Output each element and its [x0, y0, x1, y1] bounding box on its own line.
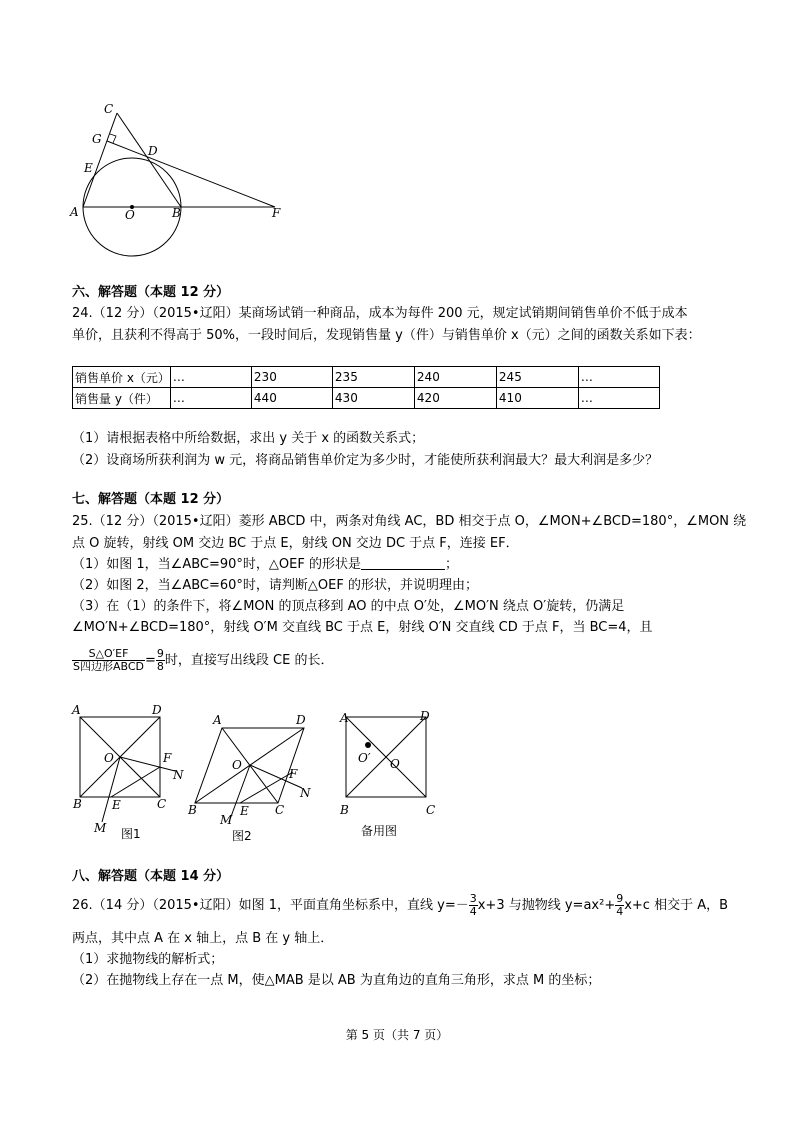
fraction-nine-quarters	[615, 893, 624, 918]
figure-2	[186, 708, 322, 848]
page-footer: 第 5 页（共 7 页）	[345, 1028, 449, 1042]
fraction-denominator: S四边形ABCD	[73, 660, 145, 673]
label-g: G	[92, 132, 102, 146]
q24-sub-2: （2）设商场所获利润为 w 元，将商品销售单价定为多少时，才能使所获利润最大？最大利润是多少？	[72, 453, 659, 468]
label-f: F	[272, 206, 281, 220]
q26-line-1	[72, 893, 728, 918]
figure-backup	[336, 700, 446, 840]
table-cell: …	[578, 367, 659, 388]
label-m: M	[220, 813, 233, 827]
table-cell: …	[170, 367, 251, 388]
figure-backup-caption: 备用图	[361, 824, 398, 838]
label-o: O	[232, 758, 242, 772]
section-8-heading: 八、解答题（本题 14 分）	[72, 869, 230, 884]
right-angle-mark	[110, 134, 116, 143]
label-n: N	[300, 786, 311, 800]
table-cell: 430	[332, 388, 414, 409]
answer-blank[interactable]	[361, 557, 445, 570]
circle-tangent-figure	[66, 100, 296, 260]
table-header-price: 销售单价 x（元）	[73, 367, 171, 388]
q25-sub-3-line-3	[72, 648, 333, 673]
label-b: B	[73, 797, 82, 811]
label-c: C	[275, 803, 285, 817]
q25-line-1: 25.（12 分）（2015•辽阳）菱形 ABCD 中，两条对角线 AC，BD 相交于点 O，∠MON+∠BCD=180°，∠MON 绕	[72, 514, 747, 529]
segment-cb	[117, 113, 181, 207]
label-e: E	[240, 804, 249, 818]
segment-ac	[83, 113, 117, 207]
section-6-heading: 六、解答题（本题 12 分）	[72, 285, 230, 300]
q25-sub-3-line-2: ∠MO′N+∠BCD=180°，射线 O′M 交直线 BC 于点 E，射线 O′N 交直线 CD 于点 F，当 BC=4，且	[72, 620, 653, 635]
q25-sub-1-text: （1）如图 1，当∠ABC=90°时，△OEF 的形状是	[72, 557, 361, 572]
table-cell: 420	[414, 388, 496, 409]
label-d: D	[148, 144, 158, 158]
fraction-numerator: 9	[616, 892, 624, 905]
label-o: O	[125, 208, 135, 222]
figure-1	[66, 700, 196, 845]
label-o: O	[390, 757, 400, 771]
q24-line-1: 24.（12 分）（2015•辽阳）某商场试销一种商品，成本为每件 200 元，规定试销期间销售单价不低于成本	[72, 306, 688, 321]
q25-sub-1	[72, 556, 458, 574]
q26-text-c: x+c 相交于 A，B	[624, 898, 729, 913]
label-m: M	[94, 821, 107, 835]
label-d: D	[296, 713, 306, 727]
table-cell: 235	[332, 367, 414, 388]
value-denominator: 8	[156, 660, 164, 673]
value-fraction	[156, 648, 165, 673]
label-c: C	[157, 797, 167, 811]
label-c: C	[426, 803, 436, 817]
label-a: A	[70, 205, 79, 219]
q26-sub-2: （2）在抛物线上存在一点 M，使△MAB 是以 AB 为直角边的直角三角形，求点 M 的坐标；	[72, 973, 601, 988]
label-o: O	[104, 751, 114, 765]
table-row	[73, 388, 660, 409]
table-cell: …	[578, 388, 659, 409]
q26-sub-1: （1）求抛物线的解析式；	[72, 952, 224, 967]
label-n: N	[173, 768, 184, 782]
label-d: D	[152, 703, 162, 717]
figure-2-caption: 图2	[232, 829, 252, 843]
segment-ef	[240, 772, 293, 803]
q25-sub-3-line-1: （3）在（1）的条件下，将∠MON 的顶点移到 AO 的中点 O′处，∠MO′N 绕点 O′旋转，仍满足	[72, 599, 625, 614]
table-cell: 440	[251, 388, 332, 409]
label-f: F	[289, 767, 298, 781]
table-cell: …	[170, 388, 251, 409]
table-cell: 245	[496, 367, 578, 388]
label-a: A	[72, 703, 81, 717]
fraction-three-quarters	[469, 893, 478, 918]
label-b: B	[340, 803, 349, 817]
label-a: A	[340, 711, 349, 725]
fraction-numerator: S△O′EF	[72, 648, 145, 661]
q24-line-2: 单价，且获利不得高于 50%，一段时间后，发现销售量 y（件）与销售单价 x（元）之间的函数关系如下表：	[72, 328, 701, 343]
ray-om	[102, 757, 120, 822]
q26-text-b: x+3 与抛物线 y=ax²+	[477, 898, 616, 913]
figure-1-caption: 图1	[121, 827, 141, 841]
label-f: F	[163, 751, 172, 765]
price-sales-table	[72, 366, 660, 409]
label-c: C	[104, 102, 114, 116]
table-cell: 240	[414, 367, 496, 388]
point-o-prime	[365, 742, 371, 748]
value-numerator: 9	[156, 647, 164, 660]
label-a: A	[213, 713, 222, 727]
label-b: B	[172, 206, 181, 220]
q25-line-2: 点 O 旋转，射线 OM 交边 BC 于点 E，射线 ON 交边 DC 于点 F，连接 EF．	[72, 536, 519, 551]
fraction-denominator: 4	[469, 905, 477, 918]
equals-sign: =	[145, 653, 156, 668]
table-row	[73, 367, 660, 388]
area-ratio-fraction	[72, 648, 145, 673]
label-o-prime: O′	[358, 751, 371, 765]
table-cell: 410	[496, 388, 578, 409]
q26-line-2: 两点，其中点 A 在 x 轴上，点 B 在 y 轴上．	[72, 931, 334, 946]
q26-text-a: 26.（14 分）（2015•辽阳）如图 1，平面直角坐标系中，直线 y=－	[72, 898, 469, 913]
label-e: E	[112, 798, 121, 812]
section-7-heading: 七、解答题（本题 12 分）	[72, 492, 230, 507]
fraction-numerator: 3	[469, 892, 477, 905]
table-cell: 230	[251, 367, 332, 388]
fraction-denominator: 4	[616, 905, 624, 918]
q25-sub-3-tail: 时，直接写出线段 CE 的长．	[164, 653, 334, 668]
table-header-sales: 销售量 y（件）	[73, 388, 171, 409]
segment-ef	[111, 767, 160, 797]
q24-sub-1: （1）请根据表格中所给数据，求出 y 关于 x 的函数关系式；	[72, 431, 425, 446]
q25-sub-2: （2）如图 2，当∠ABC=60°时，请判断△OEF 的形状，并说明理由；	[72, 578, 478, 593]
label-e: E	[84, 161, 93, 175]
label-b: B	[188, 803, 197, 817]
q25-sub-1-end: ；	[444, 557, 458, 572]
label-d: D	[420, 709, 430, 723]
segment-gf	[107, 141, 275, 207]
